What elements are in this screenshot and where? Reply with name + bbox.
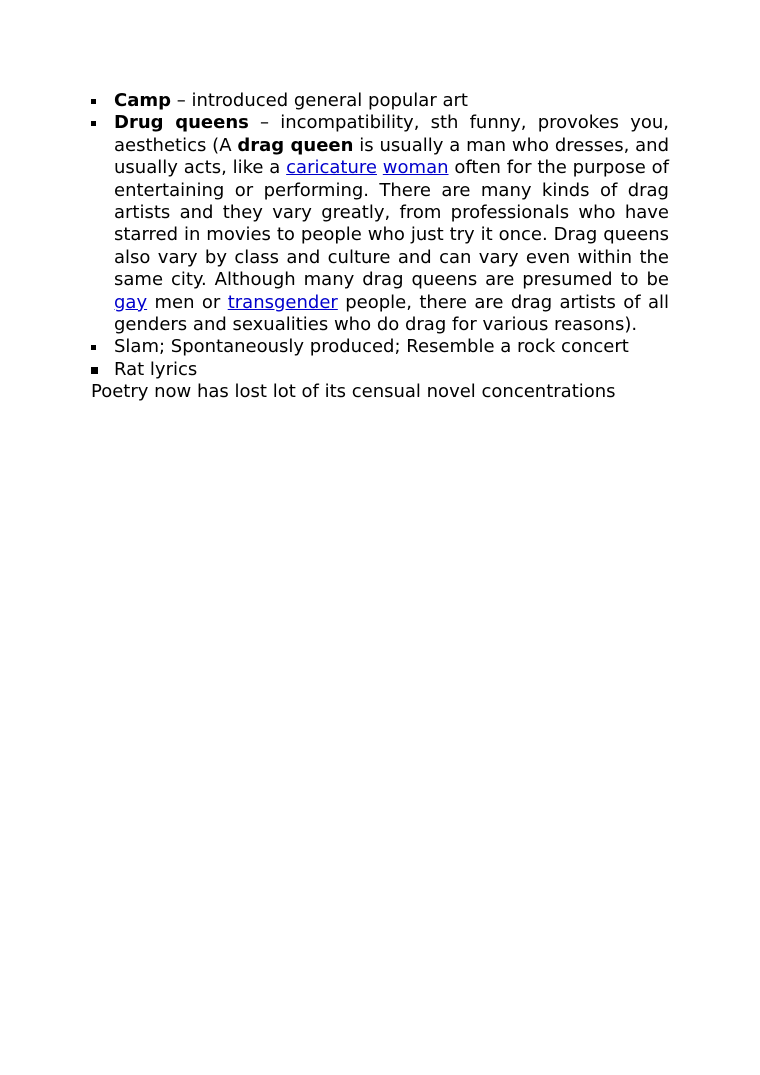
term-camp: Camp — [114, 90, 171, 111]
square-bullet-icon — [91, 121, 96, 126]
square-bullet-icon — [91, 367, 98, 374]
bullet-list — [91, 90, 669, 381]
list-item-slam — [91, 336, 669, 358]
document-body — [91, 90, 669, 404]
slam-description: Slam; Spontaneously produced; Resemble a rock concert — [114, 336, 629, 358]
text-segment: men or — [147, 291, 228, 313]
text-segment: is usually a man who dresses, and usually acts, like a — [114, 134, 669, 179]
term-drag-queen: drag queen — [237, 134, 354, 156]
text-segment: often for the purpose of entertaining or performing. There are many kinds of drag artists and they vary greatly, from professionals who have starred in movies to people who just try it once. Drag queens also vary by class and culture and can vary even within the same city. Although many drag queens are presumed to be — [114, 157, 669, 291]
link-gay[interactable]: gay — [114, 291, 148, 313]
square-bullet-icon — [91, 99, 96, 104]
link-woman[interactable]: woman — [382, 157, 449, 179]
list-item-camp — [91, 90, 669, 112]
closing-paragraph: Poetry now has lost lot of its censual novel concentrations — [91, 381, 616, 403]
camp-description: – introduced general popular art — [171, 90, 468, 111]
list-item-rat-lyrics — [91, 359, 669, 381]
link-transgender[interactable]: transgender — [227, 291, 338, 313]
rat-lyrics-text: Rat lyrics — [114, 358, 198, 380]
list-item-drug-queens — [91, 112, 669, 336]
link-caricature[interactable]: caricature — [286, 157, 377, 179]
text-segment: – incompatibility, sth funny, provokes you, aesthetics (A — [114, 112, 669, 156]
term-drug-queens: Drug queens — [114, 112, 249, 134]
text-segment: people, there are drag artists of all genders and sexualities who do drag for various reasons). — [114, 291, 669, 336]
square-bullet-icon — [91, 345, 96, 350]
